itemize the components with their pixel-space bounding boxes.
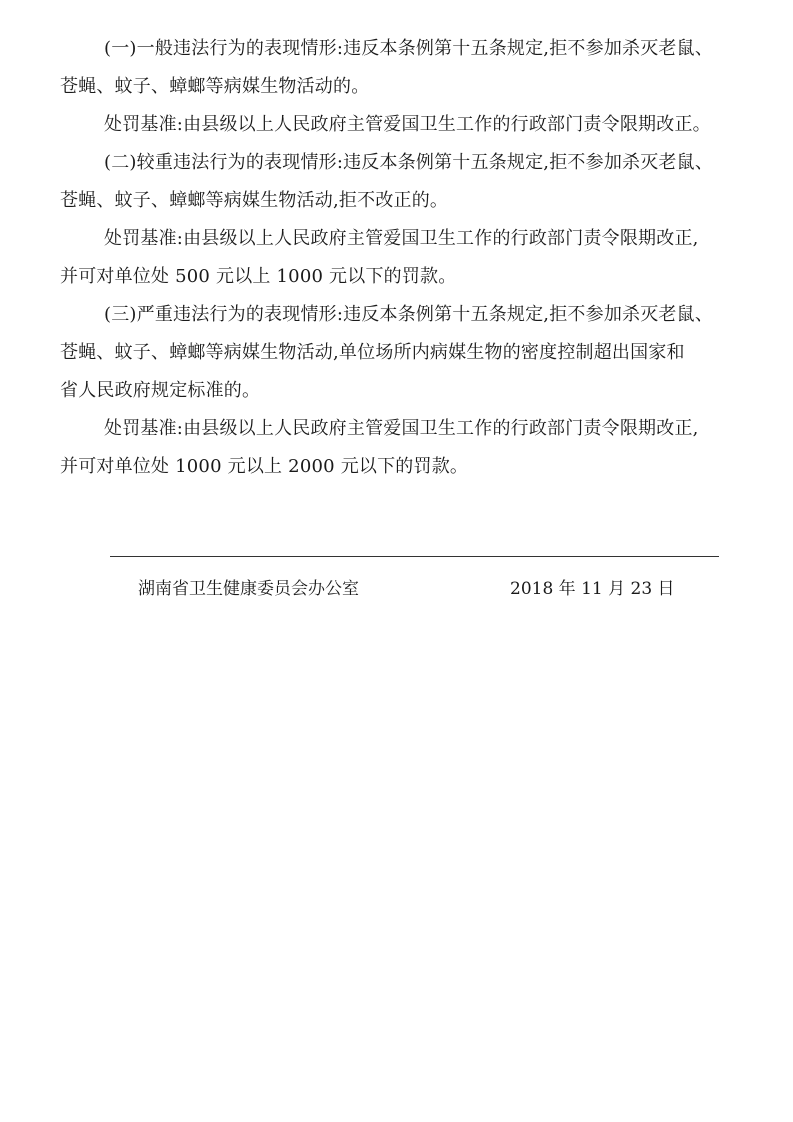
paragraph-serious-penalty xyxy=(60,220,722,296)
footer-divider xyxy=(110,556,719,557)
text-line: 处罚基准:由县级以上人民政府主管爱国卫生工作的行政部门责令限期改正, xyxy=(104,228,699,249)
text-line: 省人民政府规定标准的。 xyxy=(60,380,261,401)
text-line: (二)较重违法行为的表现情形:违反本条例第十五条规定,拒不参加杀灭老鼠、 xyxy=(104,152,714,173)
text-line: 处罚基准:由县级以上人民政府主管爱国卫生工作的行政部门责令限期改正, xyxy=(104,418,699,439)
paragraph-severe-penalty xyxy=(60,410,722,486)
paragraph-severe-violation xyxy=(60,296,722,410)
text-line: 处罚基准:由县级以上人民政府主管爱国卫生工作的行政部门责令限期改正。 xyxy=(104,114,711,135)
document-body xyxy=(60,30,722,486)
paragraph-serious-violation xyxy=(60,144,722,220)
text-line: 苍蝇、蚊子、蟑螂等病媒生物活动,单位场所内病媒生物的密度控制超出国家和 xyxy=(60,342,685,363)
text-line: 并可对单位处 1000 元以上 2000 元以下的罚款。 xyxy=(60,456,469,477)
paragraph-general-violation xyxy=(60,30,722,106)
text-line: 苍蝇、蚊子、蟑螂等病媒生物活动的。 xyxy=(60,76,370,97)
issuing-organization: 湖南省卫生健康委员会办公室 xyxy=(138,579,359,599)
text-line: 苍蝇、蚊子、蟑螂等病媒生物活动,拒不改正的。 xyxy=(60,190,449,211)
text-line: 并可对单位处 500 元以上 1000 元以下的罚款。 xyxy=(60,266,457,287)
text-line: (一)一般违法行为的表现情形:违反本条例第十五条规定,拒不参加杀灭老鼠、 xyxy=(104,38,714,59)
text-line: (三)严重违法行为的表现情形:违反本条例第十五条规定,拒不参加杀灭老鼠、 xyxy=(104,304,714,325)
issue-date: 2018 年 11 月 23 日 xyxy=(510,579,675,599)
paragraph-general-penalty xyxy=(82,106,722,144)
